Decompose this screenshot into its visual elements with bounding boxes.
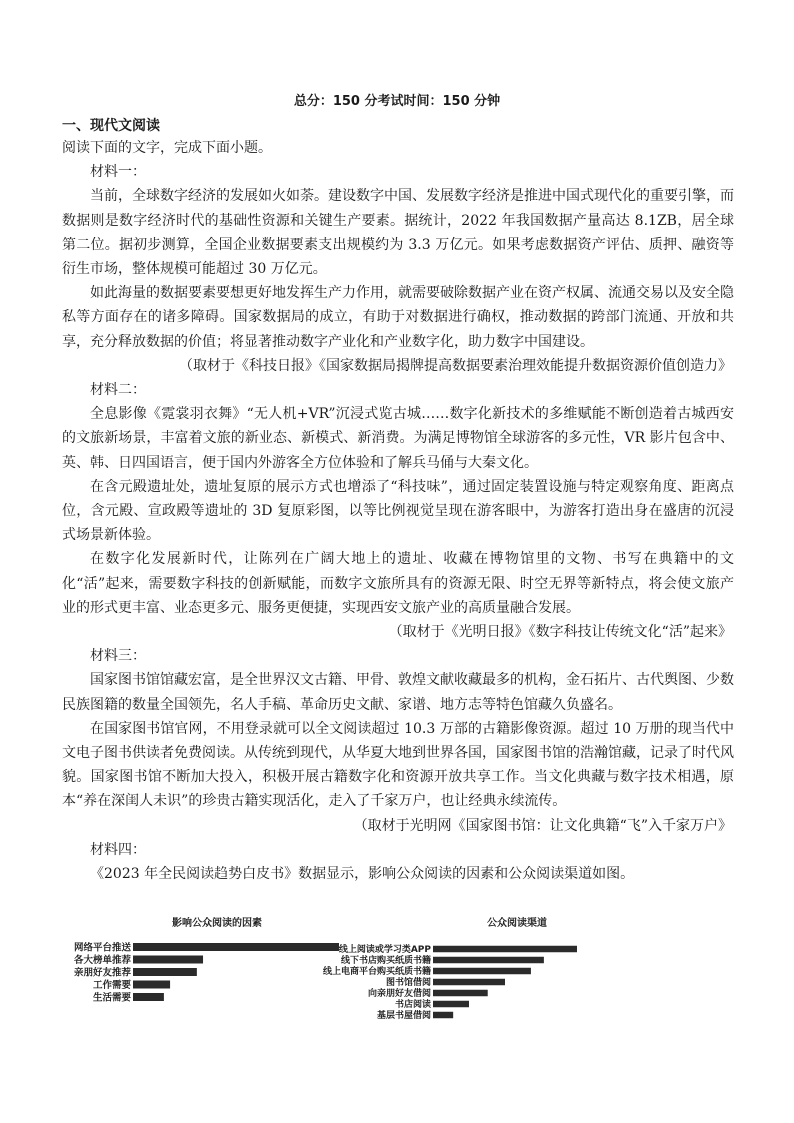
charts-area <box>62 913 734 1043</box>
material2-source: （取材于《光明日报》《数字科技让传统文化“活”起来》 <box>388 624 732 641</box>
chart-bar <box>433 957 544 964</box>
material4-label: 材料四： <box>90 841 146 858</box>
chart-bar <box>133 956 203 964</box>
chart-category-label: 工作需要 <box>92 979 131 991</box>
material1-source: （取材于《科技日报》《国家数据局揭牌提高数据要素治理效能提升数据资源价值创造力》 <box>179 357 732 374</box>
material3-paragraph: 国家图书馆馆藏宏富，是全世界汉文古籍、甲骨、敦煌文献收藏最多的机构，金石拓片、古代舆图、少数民族图籍的数量全国领先，名人手稿、革命历史文献、家谱、地方志等特色馆藏久负盛名。 <box>62 672 734 713</box>
chart-category-label: 各大榜单推荐 <box>73 954 131 966</box>
material4-intro: 《2023 年全民阅读趋势白皮书》数据显示，影响公众阅读的因素和公众阅读渠道如图。 <box>90 866 635 883</box>
chart-title: 公众阅读渠道 <box>487 918 547 929</box>
chart-title: 影响公众阅读的因素 <box>172 918 262 929</box>
material1-paragraph: 如此海量的数据要素要想更好地发挥生产力作用，就需要破除数据产业在资产权属、流通交易以及安全隐私等方面存在的诸多障碍。国家数据局的成立，有助于对数据进行确权，推动数据的跨部门流通、开放和共享，充分释放数据的价值；将显著推动数字产业化和产业数字化，助力数字中国建设。 <box>62 285 734 350</box>
material2-paragraph: 在数字化发展新时代，让陈列在广阔大地上的遗址、收藏在博物馆里的文物、书写在典籍中的文化“活”起来，需要数字科技的创新赋能，而数字文旅所具有的资源无限、时空无界等新特点，将会使文旅产业的形式更丰富、业态更多元、服务更便捷，实现西安文旅产业的高质量融合发展。 <box>62 551 734 616</box>
chart-category-label: 书店阅读 <box>394 1000 431 1011</box>
chart-bar <box>433 946 577 953</box>
chart-category-label: 亲朋好友推荐 <box>73 967 131 979</box>
chart-category-label: 基层书屋借阅 <box>376 1011 431 1022</box>
charts-svg <box>62 913 734 1043</box>
chart-category-label: 网络平台推送 <box>73 942 131 954</box>
section-title: 一、现代文阅读 <box>62 118 160 134</box>
chart-bar <box>433 979 505 986</box>
chart-category-label: 线上阅读或学习类APP <box>338 945 431 956</box>
chart-bar <box>433 1001 469 1008</box>
chart-category-label: 向亲朋好友借阅 <box>367 989 431 1000</box>
exam-header: 总分：150 分考试时间：150 分钟 <box>293 94 501 109</box>
material2-label: 材料二： <box>90 382 146 399</box>
chart-category-label: 图书馆借阅 <box>385 978 431 989</box>
chart-bar <box>433 990 488 997</box>
material2-paragraph: 全息影像《霓裳羽衣舞》“无人机+VR”沉浸式览古城……数字化新技术的多维赋能不断创造着古城西安的文旅新场景，丰富着文旅的新业态、新模式、新消费。为满足博物馆全球游客的多元性，VR 影片包含中、英、韩、日四国语言，便于国内外游客全方位体验和了解兵马俑与大秦文化。 <box>62 406 734 471</box>
material3-label: 材料三： <box>90 648 146 665</box>
chart-bar <box>133 968 197 976</box>
chart-bar <box>133 943 339 951</box>
chart-category-label: 线下书店购买纸质书籍 <box>340 956 431 967</box>
material1-paragraph: 当前，全球数字经济的发展如火如荼。建设数字中国、发展数字经济是推进中国式现代化的重要引擎，而数据则是数字经济时代的基础性资源和关键生产要素。据统计，2022 年我国数据产量高达 8.1ZB，居全球第二位。据初步测算，全国企业数据要素支出规模约为 3.3 万亿元。如果考虑数据资产评估、质押、融资等衍生市场，整体规模可能超过 30 万亿元。 <box>62 188 734 278</box>
material3-paragraph: 在国家图书馆官网，不用登录就可以全文阅读超过 10.3 万部的古籍影像资源。超过 10 万册的现当代中文电子图书供读者免费阅读。从传统到现代，从华夏大地到世界各国，国家图书馆的浩瀚馆藏，记录了时代风貌。国家图书馆不断加大投入，积极开展古籍数字化和资源开放共享工作。当文化典藏与数字技术相遇，原本“养在深闺人未识”的珍贵古籍实现活化，走入了千家万户，也让经典永续流传。 <box>62 720 734 810</box>
exam-body <box>62 136 734 886</box>
material1-label: 材料一： <box>90 164 146 181</box>
instruction: 阅读下面的文字，完成下面小题。 <box>62 140 272 156</box>
material3-source: （取材于光明网《国家图书馆：让文化典籍“飞”入千家万户》 <box>353 817 732 834</box>
chart-category-label: 生活需要 <box>92 992 131 1004</box>
chart-category-label: 线上电商平台购买纸质书籍 <box>322 967 431 978</box>
material2-paragraph: 在含元殿遗址处，遗址复原的展示方式也增添了“科技味”，通过固定装置设施与特定观察角度、距离点位，含元殿、宣政殿等遗址的 3D 复原彩图，以等比例视觉呈现在游客眼中，为游客打造出身在盛唐的沉浸式场景新体验。 <box>62 478 734 544</box>
chart-bar <box>133 981 170 989</box>
chart-bar <box>433 1012 453 1019</box>
chart-bar <box>433 968 531 975</box>
chart-bar <box>133 993 164 1001</box>
